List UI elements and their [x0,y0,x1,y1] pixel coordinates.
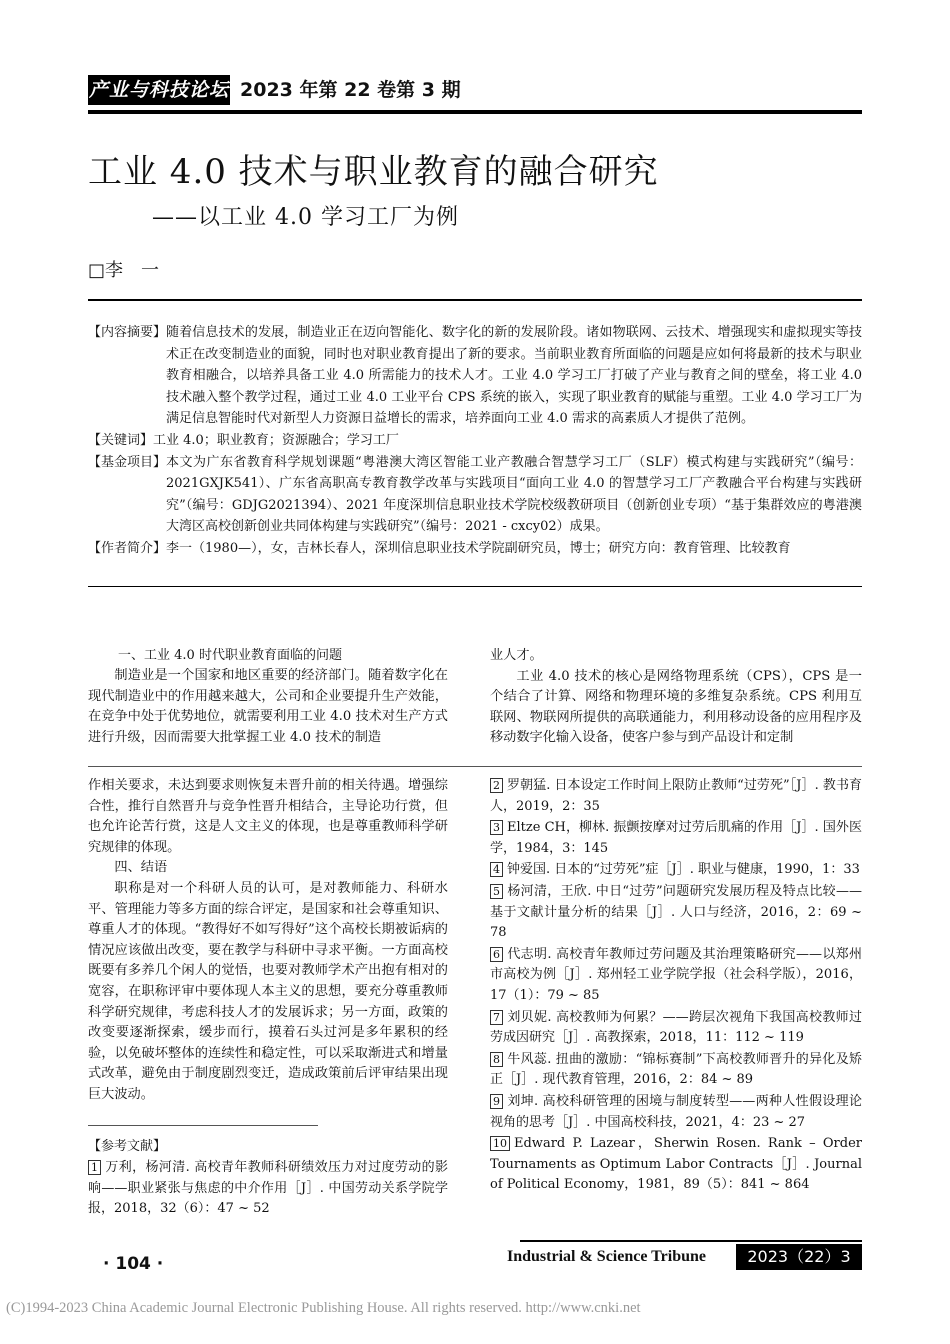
reference-item [490,1008,862,1049]
author-name: □李 一 [88,260,160,281]
article-subtitle: ——以工业 4.0 学习工厂为例 [152,205,459,230]
paragraph: 工业 4.0 技术的核心是网络物理系统（CPS），CPS 是一个结合了计算、网络和物理环境的多维复杂系统。CPS 利用互联网、物联网所提供的高联通能力，利用移动设备的应用程序及移动数字化输入设备，使客户参与到产品设计和定制 [490,668,862,746]
meta-block [88,322,862,560]
author-bio-text: 李一（1980—），女，吉林长春人，深圳信息职业技术学院副研究员，博士；研究方向：教育管理、比较教育 [166,540,791,556]
journal-english-name: Industrial & Science Tribune [507,1248,706,1265]
page-number: · 104 · [103,1254,164,1274]
reference-number: 8 [490,1052,503,1067]
reference-text: 牛风蕊. 扭曲的激励：“锦标赛制”下高校教师晋升的异化及矫正［J］. 现代教育管理，2016，2：84 ~ 89 [490,1051,862,1088]
references-left [88,1158,448,1221]
reference-item [490,882,862,944]
reference-text: 钟爱国. 日本的“过劳死”症［J］. 职业与健康，1990，1：33 [507,862,860,878]
reference-item [490,1092,862,1133]
abstract-row [88,322,862,430]
section-4-title: 四、结语 [114,860,168,876]
references-right [490,776,862,1197]
journal-tag: 产业与科技论坛 [88,75,230,105]
reference-text: 杨河清，王欣. 中日“过劳”问题研究发展历程及特点比较——基于文献计量分析的结果［J］. 人口与经济，2016，2：69 ~ 78 [490,883,862,941]
reference-item [490,776,862,817]
paragraph: 作相关要求，未达到要求则恢复未晋升前的相关待遇。增强综合性，推行自然晋升与竞争性晋升相结合，主导论功行赏，但也允许论苦行赏，这是人文主义的体现，也是尊重教师科学研究规律的体现。 [88,778,448,855]
section-1-title: 一、工业 4.0 时代职业教育面临的问题 [118,648,342,663]
reference-text: 刘贝妮. 高校教师为何累？——跨层次视角下我国高校教师过劳成因研究［J］. 高教探索，2018，11：112 ~ 119 [490,1009,862,1046]
bottom-left-column [88,776,448,1106]
abstract-text: 随着信息技术的发展，制造业正在迈向智能化、数字化的新的发展阶段。诸如物联网、云技术、增强现实和虚拟现实等技术正在改变制造业的面貌，同时也对职业教育提出了新的要求。当前职业教育所面临的问题是应如何将最新的技术与职业教育相融合，以培养具备工业 4.0 所需能力的技术人才。工业 4.0 学习工厂打破了产业与教育之间的壁垒，将工业 4.0 技术融入整个教学过程，通过工业 4.0 工业平台 CPS 系统的嵌入，实现了职业教育的赋能与重塑。工业 4.0 学习工厂为满足信息智能时代对新型人力资源日益增长的需求，培养面向工业 4.0 需求的高素质人才提供了范例。 [166,325,862,427]
references-rule [88,1125,318,1126]
keywords-row [88,430,862,452]
reference-number: 3 [490,820,503,835]
reference-text: 代志明. 高校青年教师过劳问题及其治理策略研究——以郑州市高校为例［J］. 郑州轻工业学院学报（社会科学版），2016，17（1）：79 ~ 85 [490,946,862,1003]
paragraph: 职称是对一个科研人员的认可，是对教师能力、科研水平、管理能力等多方面的综合评定，是国家和社会尊重知识、尊重人才的体现。“教得好不如写得好”这个高校长期被诟病的情况应该做出改变，要在教学与科研中寻求平衡。一方面高校既要有多养几个闲人的觉悟，也要对教师学术产出抱有相对的宽容，在职称评审中要体现人本主义的思想，要充分尊重教师科学研究规律，考虑科技人才的发展诉求；另一方面，政策的改变要逐渐探索，缓步而行，摸着石头过河是多年累积的经验，以免破坏整体的连续性和稳定性，可以采取渐进式和增量式改革，避免由于制度剧烈变迁，造成政策前后评审结果出现巨大波动。 [88,880,448,1102]
reference-item [490,1050,862,1091]
reference-number: 10 [490,1136,510,1151]
reference-number: 2 [490,778,503,793]
fund-row [88,452,862,538]
reference-number: 4 [490,862,503,877]
top-right-column [490,646,862,749]
reference-item [88,1158,448,1220]
references-heading: 【参考文献】 [88,1139,167,1154]
reference-number: 6 [490,947,503,962]
fund-text: 本文为广东省教育科学规划课题“粤港澳大湾区智能工业产教融合智慧学习工厂（SLF）模式构建与实践研究”（编号：2021GXJK541）、广东省高职高专教育教学改革与实践项目“面向工业 4.0 的智慧学习工厂产教融合平台构建与实践研究”（编号：GDJG2021394）、2021 年度深圳信息职业技术学院校级教研项目（创新创业专项）“基于集群效应的粤港澳大湾区高校创新创业共同体构建与实践研究”（编号：2021 - cxcy02）成果。 [166,454,862,535]
reference-item [490,1134,862,1196]
keywords-label: 【关键词】 [88,432,154,448]
fund-label: 【基金项目】 [88,454,167,470]
reference-number: 1 [88,1160,101,1175]
keywords-text: 工业 4.0；职业教育；资源融合；学习工厂 [153,432,399,448]
issue-label: 2023 年第 22 卷第 3 期 [240,79,461,101]
reference-item [490,818,862,859]
section-divider [88,766,862,767]
reference-text: Eltze CH，柳林. 振颤按摩对过劳后肌痛的作用［J］. 国外医学，1984，3：145 [490,820,862,856]
meta-rule [88,586,862,587]
reference-number: 7 [490,1010,503,1025]
reference-item [490,860,862,881]
abstract-label: 【内容摘要】 [88,325,167,340]
reference-item [490,945,862,1007]
reference-text: Edward P. Lazear，Sherwin Rosen. Rank – Order Tournaments as Optimum Labor Contracts［J］. Journal of Political Economy，1981，89（5）：841 ~ 864 [490,1136,862,1193]
issue-box: 2023（22）3 [736,1244,862,1270]
header-rule [88,110,862,114]
article-title: 工业 4.0 技术与职业教育的融合研究 [88,152,659,192]
copyright-notice: (C)1994-2023 China Academic Journal Electronic Publishing House. All rights reserved. http://www.cnki.net [6,1300,641,1316]
author-bio-label: 【作者简介】 [88,540,167,556]
reference-number: 9 [490,1094,503,1109]
title-rule [88,299,862,301]
reference-text: 万利，杨河清. 高校青年教师科研绩效压力对过度劳动的影响——职业紧张与焦虑的中介作用［J］. 中国劳动关系学院学报，2018，32（6）：47 ~ 52 [88,1160,448,1217]
author-bio-row [88,538,862,560]
paragraph: 制造业是一个国家和地区重要的经济部门。随着数字化在现代制造业中的作用越来越大，公司和企业要提升生产效能，在竞争中处于优势地位，就需要利用工业 4.0 技术对生产方式进行升级，因而需要大批掌握工业 4.0 技术的制造 [88,668,448,745]
footer-rule [520,1240,862,1242]
reference-number: 5 [490,884,503,899]
reference-text: 刘坤. 高校科研管理的困境与制度转型——两种人性假设理论视角的思考［J］. 中国高校科技，2021，4：23 ~ 27 [490,1093,862,1130]
paragraph: 业人才。 [490,648,543,663]
top-left-column [88,666,448,748]
reference-text: 罗朝猛. 日本设定工作时间上限防止教师“过劳死”［J］. 教书育人，2019，2：35 [490,778,862,814]
